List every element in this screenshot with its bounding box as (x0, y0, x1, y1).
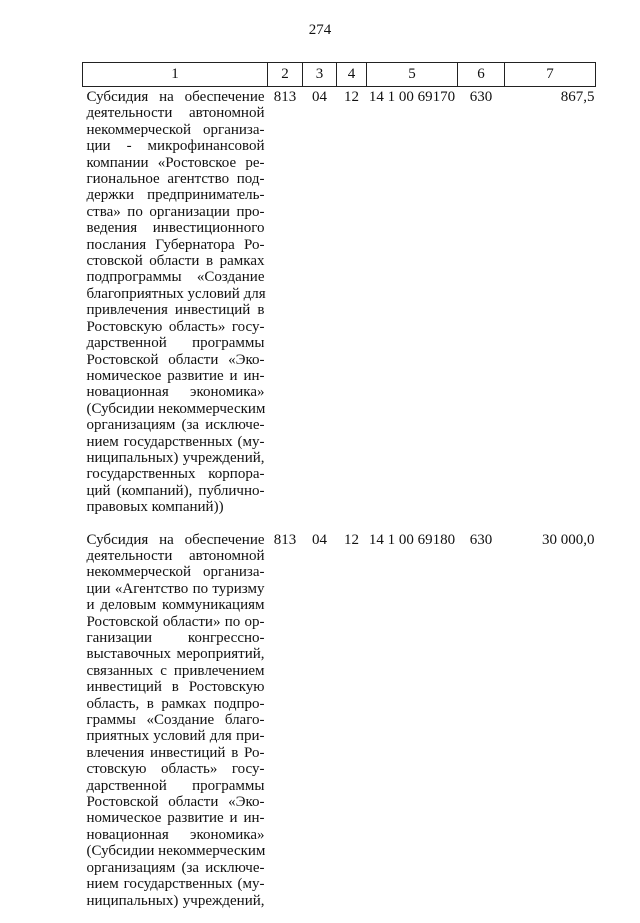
amount-cell: 867,5 (560, 89, 595, 105)
description-line: нием государственных (му- (86, 876, 265, 893)
subsection-code-cell: 12 (344, 531, 359, 548)
description-line: Ростовскую область» госу- (86, 318, 265, 335)
col-header: 5 (367, 63, 458, 87)
description-line: новационная экономика» (86, 826, 265, 843)
description-line: номическое развитие и ин- (86, 810, 265, 827)
description-line: Субсидия на обеспечение (86, 531, 265, 548)
section-code-cell: 04 (312, 531, 327, 548)
description-line: связанных с привлечением (86, 662, 265, 679)
target-article-code-cell: 14 1 00 69170 (368, 89, 456, 105)
amount-cell: 30 000,0 (542, 531, 595, 548)
description-line: (Субсидии некоммерческим (86, 400, 266, 417)
description-line: ций (компаний), публично- (86, 482, 265, 499)
description-line: ниципальных) учреждений, (86, 449, 265, 466)
description-line: и деловым коммуникациям (86, 597, 265, 614)
description-line: влечения инвестиций в Ро- (86, 744, 265, 761)
description-line: стовскую область» госу- (86, 761, 265, 778)
subsection-code-cell: 12 (344, 89, 359, 105)
description-line: ции - микрофинансовой (86, 138, 265, 155)
description-line: привлечения инвестиций в (86, 302, 265, 319)
ministry-code-cell: 813 (273, 89, 297, 105)
budget-table (82, 62, 596, 923)
col-header: 1 (83, 63, 268, 87)
table-header-row (83, 63, 596, 87)
description-line: некоммерческой организа- (86, 121, 265, 138)
description-line: держки предприниматель- (86, 187, 265, 204)
description-line: ганизации конгрессно- (86, 630, 265, 646)
description-line: граммы «Создание благо- (86, 712, 265, 729)
description-line: Ростовской области «Эко- (86, 351, 265, 368)
description-cell (83, 87, 268, 530)
description-line: деятельности автономной (86, 547, 265, 564)
description-line: стовской области в рамках (86, 253, 265, 270)
description-line: некоммерческой организа- (86, 564, 265, 581)
description-line: ниципальных) учреждений, (86, 892, 265, 909)
col-header: 2 (268, 63, 303, 87)
description-line: деятельности автономной (86, 105, 265, 122)
page-number: 274 (308, 22, 332, 38)
description-line: выставочных мероприятий, (86, 646, 265, 663)
description-line: правовых компаний)) (86, 499, 224, 516)
col-header: 6 (458, 63, 505, 87)
description-line: (Субсидии некоммерческим (86, 843, 266, 860)
description-line: организациям (за исключе- (86, 417, 265, 434)
expense-type-code-cell: 630 (469, 531, 493, 548)
ministry-code-cell: 813 (273, 531, 297, 548)
description-line: нием государственных (му- (86, 433, 265, 450)
description-line: компании «Ростовское ре- (86, 154, 265, 171)
description-line: послания Губернатора Ро- (86, 236, 265, 253)
description-line: ции «Агентство по туризму (86, 580, 265, 597)
description-line: подпрограммы «Создание (86, 269, 265, 286)
description-line: дарственной программы (86, 777, 265, 794)
table-row (83, 530, 596, 923)
col-header: 7 (505, 63, 596, 87)
description-cell (83, 530, 268, 923)
col-header: 4 (337, 63, 367, 87)
description-line: государственных корпора- (86, 466, 265, 483)
description-line: приятных условий для при- (86, 728, 265, 745)
description-line: инвестиций в Ростовскую (86, 679, 265, 696)
description-line: область, в рамках подпро- (86, 695, 265, 712)
description-line: ведения инвестиционного (86, 220, 265, 237)
description-line: дарственной программы (86, 335, 265, 352)
description-line: новационная экономика» (86, 384, 265, 401)
expense-type-code-cell: 630 (469, 89, 493, 105)
description-line: Ростовской области» по ор- (86, 613, 265, 630)
description-line: номическое развитие и ин- (86, 367, 265, 384)
description-line: организациям (за исключе- (86, 859, 265, 876)
section-code-cell: 04 (312, 89, 327, 105)
target-article-code-cell: 14 1 00 69180 (368, 531, 456, 548)
description-line: Ростовской области «Эко- (86, 794, 265, 811)
description-line: гиональное агентство под- (86, 171, 265, 188)
description-line: Субсидия на обеспечение (86, 89, 265, 105)
col-header: 3 (303, 63, 337, 87)
description-line: ства» по организации про- (86, 203, 265, 220)
table-row (83, 87, 596, 530)
description-line: благоприятных условий для (86, 285, 266, 302)
